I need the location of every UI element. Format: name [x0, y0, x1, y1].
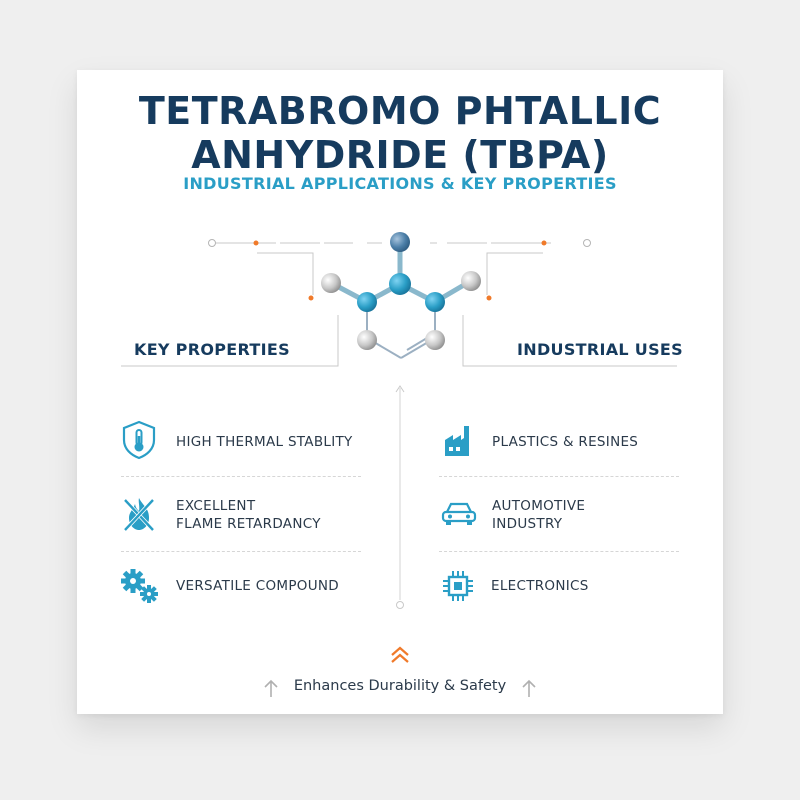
- atom: [357, 330, 377, 350]
- connector-top-right: [430, 240, 591, 296]
- key-properties-heading: KEY PROPERTIES: [134, 340, 290, 359]
- use-item-label: AUTOMOTIVE: [492, 498, 586, 514]
- orange-dot: [309, 296, 314, 301]
- footer-tagline: Enhances Durability & Safety: [293, 678, 507, 694]
- atom: [461, 271, 481, 291]
- atom: [425, 330, 445, 350]
- divider: [121, 476, 361, 478]
- chip-icon: [442, 569, 474, 603]
- divider: [121, 551, 361, 553]
- double-chevron-up-icon: [388, 644, 412, 666]
- atom: [321, 273, 341, 293]
- property-item-label: HIGH THERMAL STABLITY: [176, 434, 353, 450]
- divider: [439, 476, 679, 478]
- subtitle: INDUSTRIAL APPLICATIONS & KEY PROPERTIES: [183, 174, 617, 193]
- property-item-label: EXCELLENT: [176, 498, 256, 514]
- molecule-ring: [367, 302, 435, 358]
- title-line-1: TETRABROMO PHTALLIC: [138, 89, 662, 133]
- factory-icon: [442, 422, 476, 458]
- gears-icon: [119, 566, 161, 606]
- property-item-label-2: FLAME RETARDANCY: [176, 516, 321, 532]
- orange-dot: [487, 296, 492, 301]
- car-icon: [441, 501, 477, 527]
- atom: [425, 292, 445, 312]
- use-item-label: ELECTRONICS: [491, 578, 589, 594]
- atom: [389, 273, 411, 295]
- atom: [390, 232, 410, 252]
- arrow-up-icon: [521, 678, 537, 698]
- orange-dot: [254, 241, 259, 246]
- no-flame-icon: [121, 494, 157, 534]
- thermometer-shield-icon: [121, 420, 157, 460]
- industrial-uses-heading: INDUSTRIAL USES: [517, 340, 683, 359]
- property-item-label: VERSATILE COMPOUND: [176, 578, 339, 594]
- use-item-label-2: INDUSTRY: [492, 516, 563, 532]
- connector-top-left: [209, 240, 383, 296]
- infographic-card: [77, 70, 723, 714]
- orange-dot: [542, 241, 547, 246]
- divider: [439, 551, 679, 553]
- atom: [357, 292, 377, 312]
- center-end-dot: [397, 602, 404, 609]
- use-item-label: PLASTICS & RESINES: [492, 434, 639, 450]
- title-line-2: ANHYDRIDE (TBPA): [191, 133, 609, 177]
